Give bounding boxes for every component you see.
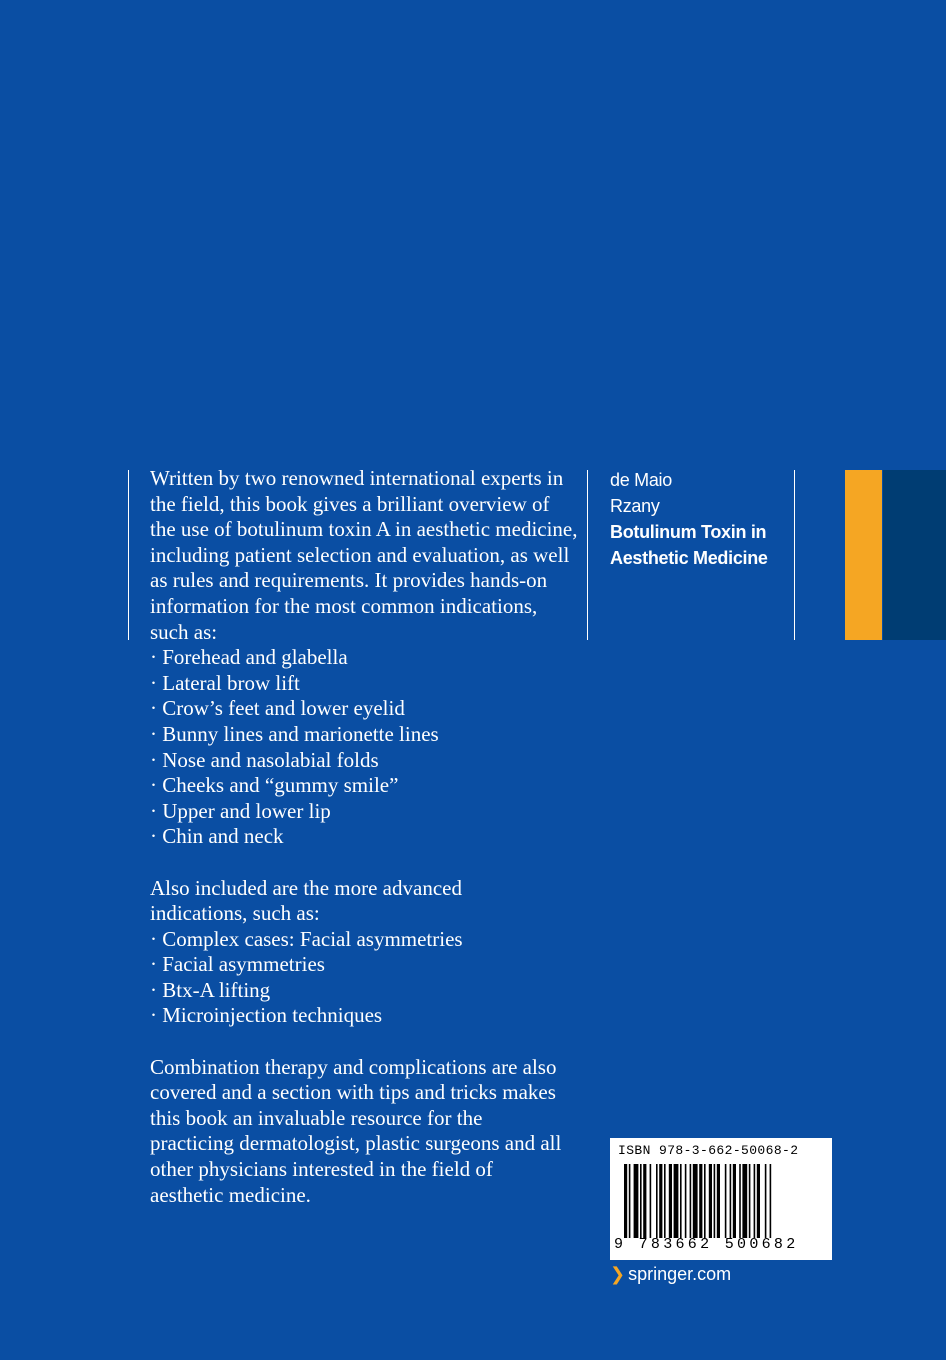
website-label: springer.com [628,1264,732,1284]
navy-color-tab [883,470,946,640]
spine-block [610,467,790,571]
common-indications-list [150,645,580,850]
list-item: · Cheeks and “gummy smile” [150,773,580,799]
list-item: · Upper and lower lip [150,799,580,825]
barcode-bar [725,1164,727,1238]
barcode-bar [714,1164,716,1238]
list-item: · Btx-A lifting [150,978,580,1004]
list-item: · Chin and neck [150,824,580,850]
advanced-intro: Also included are the more advanced indications, such as: [150,875,462,926]
barcode-bar [709,1164,712,1238]
barcode-icon [624,1164,820,1238]
barcode-bar [730,1164,732,1238]
barcode-bar [757,1164,760,1238]
ean-digits: 9 783662 500682 [614,1236,799,1253]
barcode-bar [749,1164,751,1238]
barcode-bar [624,1164,627,1238]
barcode-bar [629,1164,631,1238]
spine-rule-right [794,470,795,640]
author-name: Rzany [610,496,660,516]
list-item: · Crow’s feet and lower eyelid [150,696,580,722]
barcode-bar [693,1164,698,1238]
list-item: · Microinjection techniques [150,1003,580,1029]
barcode-bar [634,1164,639,1238]
list-item: · Forehead and glabella [150,645,580,671]
barcode-bar [754,1164,756,1238]
orange-color-tab [845,470,882,640]
barcode-box [610,1138,832,1260]
barcode-bar [770,1164,772,1238]
barcode-bar [680,1164,682,1238]
author-name: de Maio [610,470,672,490]
left-rule [128,470,129,640]
barcode-bar [765,1164,767,1238]
barcode-bar [640,1164,642,1238]
back-cover-blurb [150,466,580,1208]
barcode-bar [674,1164,679,1238]
publisher-website[interactable] [610,1264,731,1285]
barcode-bar [656,1164,658,1238]
chevron-right-icon: ❯ [610,1264,626,1284]
list-item: · Lateral brow lift [150,671,580,697]
barcode-bar [664,1164,666,1238]
book-title: Botulinum Toxin in [610,522,767,542]
barcode-bar [699,1164,702,1238]
blurb-intro: Written by two renowned international experts in the field, this book gives a brilliant overview of the use of botulinum toxin A in aesthetic medicine, including patient selection and evaluation, as well as rules and requirements. It provides hands-on information for the most common indications, such as: [150,466,578,644]
list-item: · Facial asymmetries [150,952,580,978]
barcode-bar [685,1164,687,1238]
barcode-bar [659,1164,662,1238]
barcode-bar [643,1164,646,1238]
barcode-bar [669,1164,672,1238]
advanced-indications-list [150,927,580,1029]
list-item: · Bunny lines and marionette lines [150,722,580,748]
blurb-closing: Combination therapy and complications are also covered and a section with tips and tricks makes this book an invaluable resource for the practicing dermatologist, plastic surgeons and all other physicians interested in the field of aesthetic medicine. [150,1054,562,1207]
isbn-text: ISBN 978-3-662-50068-2 [618,1143,799,1158]
barcode-bar [704,1164,706,1238]
barcode-bar [742,1164,747,1238]
barcode-bar [650,1164,652,1238]
barcode-bar [739,1164,741,1238]
book-title: Aesthetic Medicine [610,548,768,568]
barcode-bar [733,1164,736,1238]
barcode-bar [717,1164,720,1238]
list-item: · Complex cases: Facial asymmetries [150,927,580,953]
barcode-bar [690,1164,692,1238]
spine-rule-left [587,470,588,640]
list-item: · Nose and nasolabial folds [150,748,580,774]
